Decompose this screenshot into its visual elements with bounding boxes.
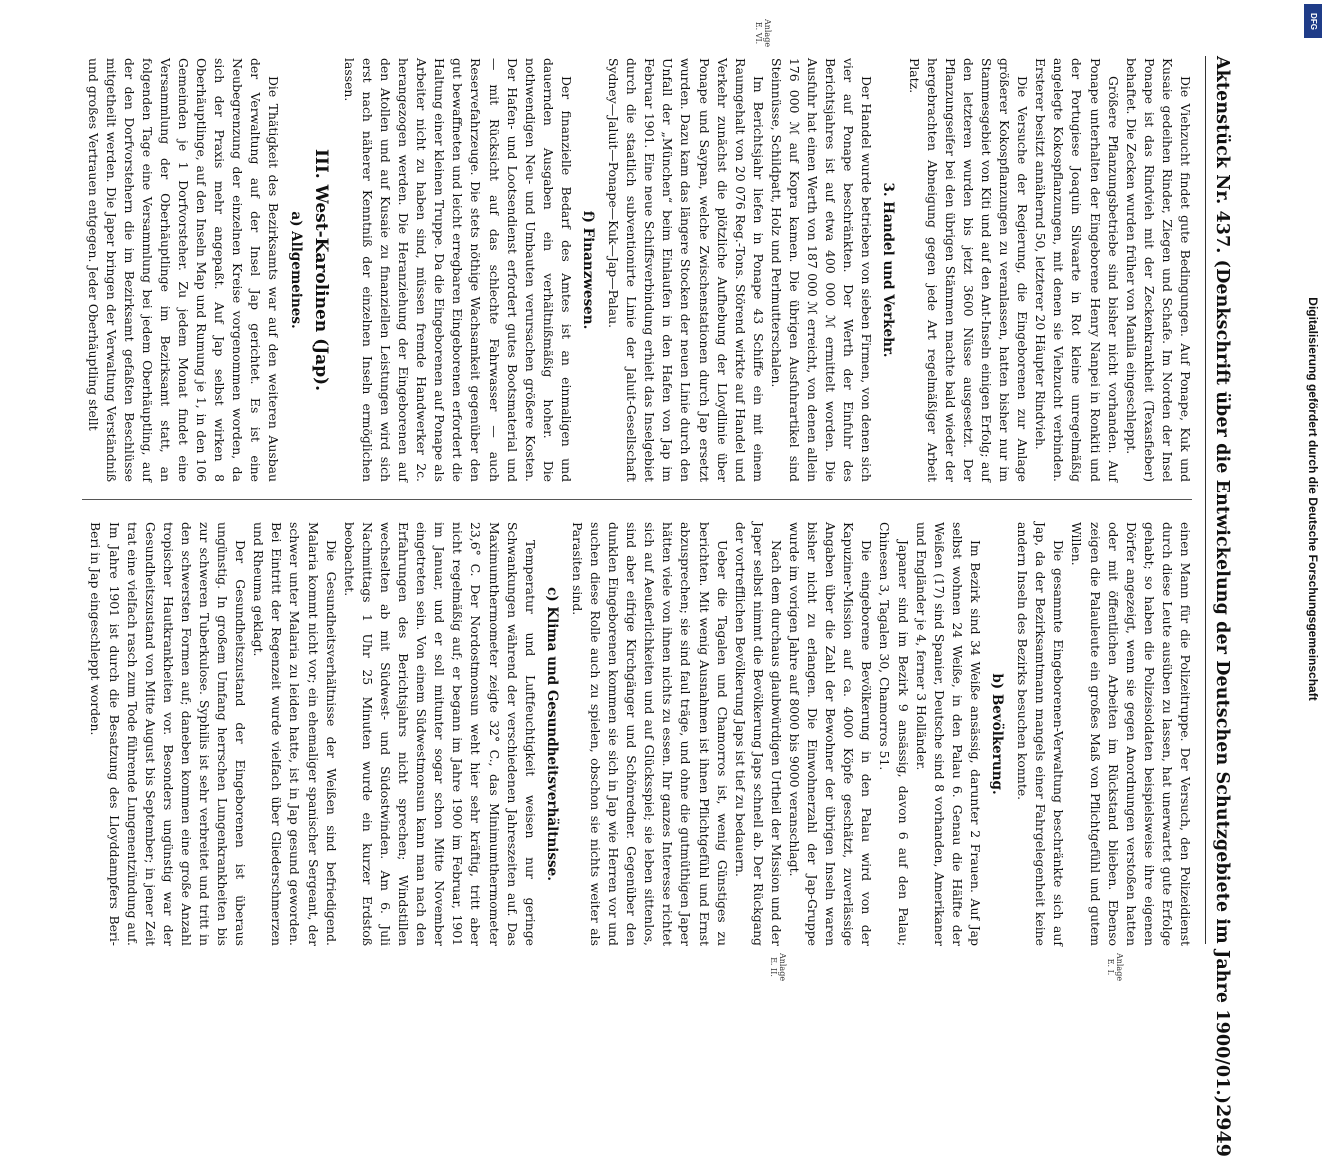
paragraph: Die gesammte Eingeborenen-Verwaltung beschränkte sich auf Jap, da der Bezirksamtmann mangels einer Fahrgelegenheit keine andern Inseln des Bezirks besuchen konnte. [1015,522,1067,946]
paragraph: einen Mann für die Polizeitruppe. Der Versuch, den Polizeidienst durch diese Leute ausüben zu lassen, hat unerwartet gute Erfolge gehabt; so haben die Polizeisoldaten beispielsweise ihre eigenen Dörfer angezeigt, wenn sie gegen Anordnungen verstoßen hatten oder mit öffentlichen Arbeiten im Rückstand blieben. Ebenso zeigen die Palauleute ein großes Maß von Pflichtgefühl und gutem Willen. [1069,522,1193,946]
section-heading: c) Klima und Gesundheitsverhältnisse. [543,587,560,881]
document-page [32,18,1292,1157]
paragraph: Die eingeborene Bevölkerung in den Palau wird von der Kapuziner-Mission auf ca. 4000 Köpfe geschätzt, zuverlässige Angaben über die Zahl der Bewohner der übrigen Inseln waren bisher nicht zu erlangen. Die Einwohnerzahl der Jap-Gruppe wurde im vorigen Jahre auf 8000 bis 9000 veranschlagt. [787,522,875,946]
section-heading: b) Bevölkerung. [989,673,1006,795]
paragraph: Die Thätigkeit des Bezirksamts war auf den weiteren Ausbau der Verwaltung auf der Insel Jap gerichtet. Es ist eine Neubegrenzung der einzelnen Kreise vorgenommen worden, da sich der Praxis mehr angepaßt. Auf Jap selbst wirken 8 Oberhäuptlinge, auf den Inseln Map und Rumung je 1, in den 106 Gemeinden je 1 Dorfvorsteher. Zu jedem Monat findet eine Versammlung der Oberhäuptlinge im Bezirksamt statt, an folgenden Tage eine Versammlung bei jedem Oberhäuptling, auf der den Dorfvorstehern die im Bezirksamt gefaßten Beschlüsse mitgetheilt werden. Die Japer bringen der Verwaltung Verständniß und großes Vertrauen entgegen. Jeder Oberhäuptling stellt [85,58,282,482]
right-column [74,522,1194,946]
paragraph: Der finanzielle Bedarf des Amtes ist an einmaligen und dauernden Ausgaben ein verhältnißmäßig hoher. Die nothwendigen Neu- und Umbauten verursachen größere Kosten. Der Hafen- und Lootsendienst erfordert gutes Bootsmaterial und — mit Rücksicht auf das schlechte Fahrwasser — auch Reservefahrzeuge. Die stets nöthige Wachsamkeit gegenüber den gut bewaffneten und leicht erregbaren Eingeborenen erfordert die Haltung einer kleinen Truppe. Da die Eingeborenen auf Ponape als Arbeiter nicht zu haben sind, müssen fremde Handwerker 2c. herangezogen werden. Die Heranziehung der Eingeborenen auf den Atollen und auf Kusaie zu finanziellen Leistungen wird sich erst nach näherer Kenntniß der einzelnen Inseln ermöglichen lassen. [341,58,574,482]
paragraph: Die Gesundheitsverhältnisse der Weißen sind befriedigend. Malaria kommt nicht vor; ein ehemaliger spanischer Sergeant, der schwer unter Malaria zu leiden hatte, ist in Jap gesund geworden. Bei Eintritt der Regenzeit wurde vielfach über Gliederschmerzen und Rheuma geklagt. [251,522,339,946]
margin-note-anlage: Anlage E. I. [1106,952,1124,982]
section-heading: a) Allgemeines. [287,211,304,329]
paragraph: Im Berichtsjahr liefen in Ponape 43 Schiffe ein mit einem Raumgehalt von 20 076 Reg.-Tons. Störend wirkte auf Handel und Verkehr zunächst die plötzliche Aufhebung der Lloydlinie über Ponape und Saypan, welche Zwischenstationen durch Jap ersetzt wurden. Dazu kam das längere Stocken der neuen Linie durch den Unfall der „München“ beim Einlaufen in den Hafen von Jap im Februar 1901. Eine neue Schiffsverbindung erhielt das Inselgebiet durch die staatlich subventionirte Linie der Jaluit-Gesellschaft Sydney—Jaluit—Ponape—Kuk—Jap—Palau. [606,58,766,482]
paragraph: Größere Pflanzungsbetriebe sind bisher nicht vorhanden. Auf Ponape unterhalten der Eingeborene Henry Nanpei in Ronkiti und der Portugiese Joaquin Silvaarte in Rot kleine unregelmäßig angelegte Kokospflanzungen, mit denen sie Viehzucht verbinden. Ersterer besitzt annähernd 50, letzterer 20 Häupter Rindvieh. [1033,58,1121,482]
paragraph: Der Gesundheitszustand der Eingeborenen ist überaus ungünstig. In großem Umfang herrschen Lungenkrankheiten bis zur schweren Tuberkulose. Syphilis ist sehr verbreitet und tritt in den schwersten Formen auf; daneben kommen eine große Anzahl tropischer Hautkrankheiten vor. Besonders ungünstig war der Gesundheitszustand von Mitte August bis September; in jener Zeit trat eine vielfach rasch zum Tode führende Lungenentzündung auf. Im Jahre 1901 ist durch die Besatzung des Lloyddampfers Beri-Beri in Jap eingeschleppt worden. [88,522,249,946]
paragraph: Ueber die Tagalen und Chamorros ist, wenig Günstiges zu berichten. Mit wenig Ausnahmen ist ihnen Pflichtgefühl und Ernst abzusprechen; sie sind faul träge, und ohne die gutmüthigen Japer hätten viele von ihnen nichts zu essen. Ihr ganzes Interesse richtet sich auf Aeußerlichkeiten und auf Glücksspiel; sie leben sittenlos, sind aber eifrige Kirchgänger und Schönredner. Gegenüber den dunklen Eingeborenen kommen sie sich in Jap wie Herren vor und suchen diese Rolle auch zu spielen, obschon sie nichts weiter als Parasiten sind. [569,522,730,946]
paragraph: Nach dem durchaus glaubwürdigen Urtheil der Mission und der Japer selbst nimmt die Bevölkerung Japs schnell ab. Der Rückgang der vortrefflichen Bevölkerung Japs ist tief zu bedauern. [732,522,784,946]
page-number: 2949 [1212,1104,1234,1157]
column-divider [82,499,1192,500]
digitization-credit-text: Digitalisierung gefördert durch die Deutsche Forschungsgemeinschaft [1306,297,1320,701]
chapter-heading: III. West-Karolinen (Jap). [310,148,331,392]
paragraph: Japaner sind im Bezirk 9 ansässig, davon 6 auf den Palau; Chinesen 3, Tagalen 30, Chamorros 51. [877,522,911,946]
paragraph: Im Bezirk sind 34 Weiße ansässig, darunter 2 Frauen. Auf Jap selbst wohnen 24 Weiße, in den Palau 6. Genau die Hälfte der Weißen (17) sind Spanier, Deutsche sind 8 vorhanden, Amerikaner und Engländer je 4, ferner 3 Holländer. [913,522,983,946]
page-header [1205,56,1234,1157]
paragraph: Temperatur und Luftfeuchtigkeit weisen nur geringe Schwankungen während der verschiedenen Jahreszeiten auf. Das Maximumthermometer zeigte 32° C., das Minimumthermometer 23,6° C. Der Nordostmonsun weht hier sehr kräftig, tritt aber nicht regelmäßig auf; er begann im Jahre 1900 im Februar, 1901 im Januar, und er soll mitunter sogar schon Mitte November eingetreten sein. Von einem Südwestmonsun kann man nach den Erfahrungen des Berichtsjahrs nicht sprechen; Windstillen wechselten ab mit Südwest- und Südostwinden. Am 6. Juli Nachmittags 1 Uhr 25 Minuten wurde ein kurzer Erdstoß beobachtet. [341,522,538,946]
digitization-credit-strip [1302,0,1324,1000]
section-heading: f) Finanzwesen. [580,210,596,330]
margin-note-anlage: Anlage E. II. [769,952,787,982]
paragraph: Der Handel wurde betrieben von sieben Firmen, von denen sich vier auf Ponape beschränkten. Der Werth der Einfuhr des Berichtsjahres ist auf etwa 400 000 ℳ ermittelt worden. Die Ausfuhr hat einen Werth von 187 000 ℳ erreicht, von denen allein 176 000 ℳ auf Kopra kamen. Die übrigen Ausfuhrartikel sind Steinnüsse, Schildpatt, Holz und Perlmutterschalen. [768,58,875,482]
paragraph: Die Viehzucht findet gute Bedingungen. Auf Ponape, Kuk und Kusaie gedeihen Rinder, Ziegen und Schafe. Im Norden der Insel Ponape ist das Rindvieh mit der Zeckenkrankheit (Texasfieber) behaftet. Die Zecken wurden früher von Manila eingeschleppt. [1123,58,1193,482]
section-heading: 3. Handel und Verkehr. [880,182,897,358]
dfg-logo-text: DFG [1308,12,1318,30]
paragraph: Die Versuche der Regierung, die Eingeborenen zur Anlage größerer Kokospflanzungen zu veranlassen, hatten bisher nur im Stammesgebiet von Kiti und auf den Ant-Inseln einigen Erfolg; auf den letzteren wurden bis jetzt 3600 Nüsse ausgesetzt. Der Pflanzungseifer bei den übrigen Stämmen machte bald wieder der hergebrachten Abneigung gegen jede Art regelmäßiger Arbeit Platz. [906,58,1031,482]
left-column [74,58,1194,482]
margin-note-anlage: Anlage E. VI. [754,18,772,48]
header-title: Aktenstück Nr. 437. (Denkschrift über die Entwickelung der Deutschen Schutzgebiete im Jahre 1900/01.) [1212,56,1232,1105]
